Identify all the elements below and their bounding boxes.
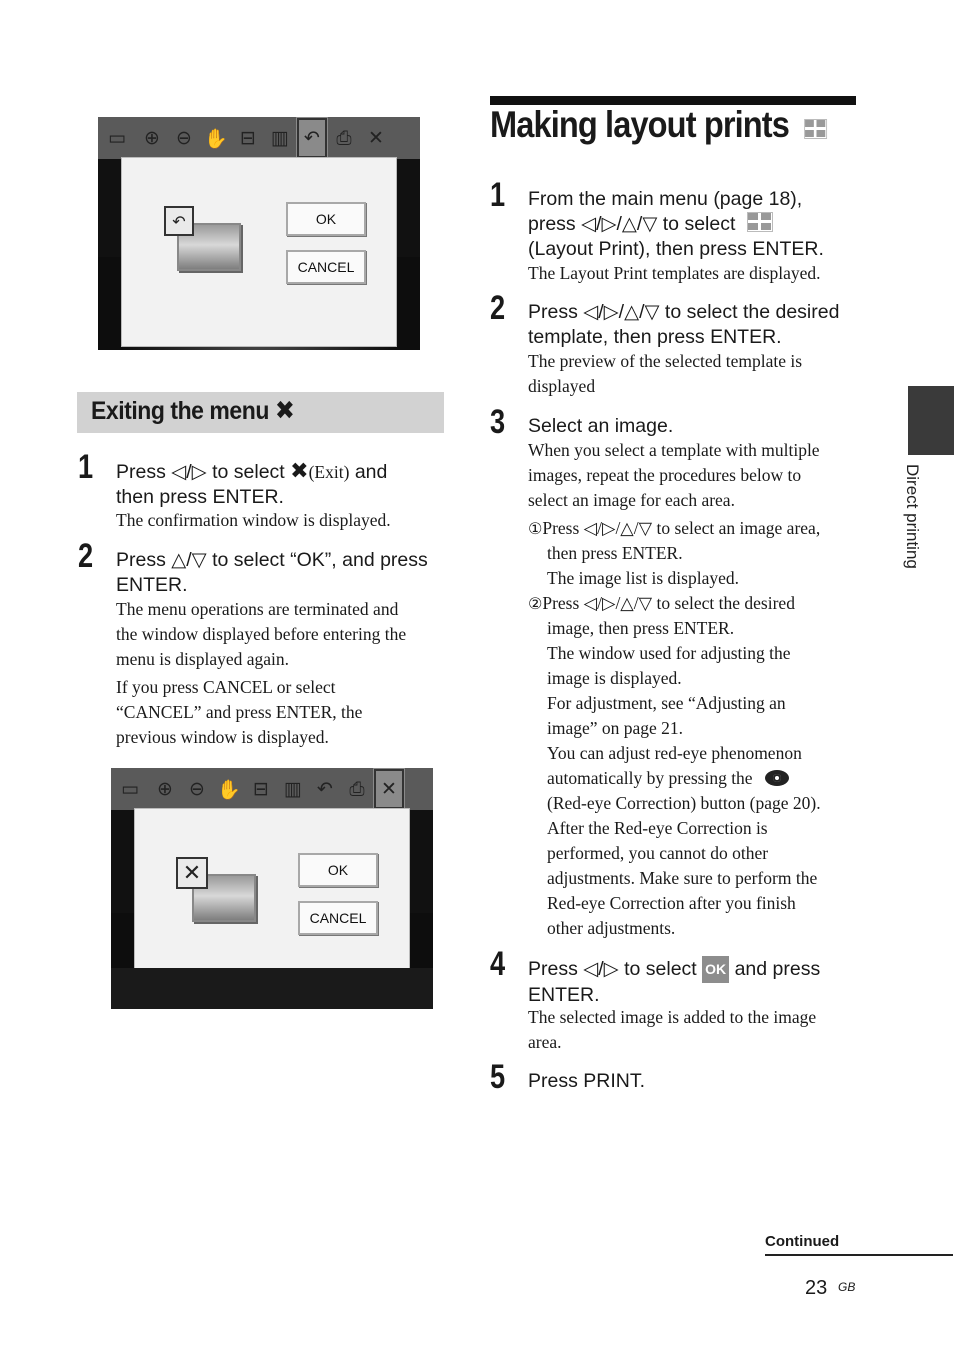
step-body: The preview of the selected template is displayed [528,351,803,396]
step-body: The confirmation window is displayed. [116,510,391,530]
step-heading: From the main menu (page 18), press ◁/▷/△/▽ to select (Layout Print), then press ENTER. [528,188,824,260]
exit-icon: ✖ [290,459,309,484]
step-heading: Select an image. [528,415,674,437]
zoom-in-icon: ⊕ [144,127,160,149]
page-suffix: GB [838,1280,856,1294]
step-body: When you select a template with multiple images, repeat the procedures below to select an image for each area. [528,440,820,510]
step-number: 3 [490,403,506,441]
toolbar [98,117,420,159]
rotate-icon: ⊟ [240,127,256,149]
zoom-out-icon: ⊖ [189,778,205,800]
exit-icon: ✖ [274,396,295,426]
step-heading: Press PRINT. [528,1070,646,1092]
side-tab-marker [908,386,954,455]
red-eye-icon [765,770,789,786]
ok-button[interactable]: OK [286,202,366,236]
step-heading: Press ◁/▷/△/▽ to select the desired template, then press ENTER. [528,301,840,348]
return-icon: ↶ [164,206,194,236]
card-icon: ▭ [108,127,126,149]
close-icon: ✕ [368,127,384,149]
layout-print-icon [747,212,773,232]
cancel-button[interactable]: CANCEL [286,250,366,284]
frame-icon: ▥ [271,127,289,149]
step-heading: Press ◁/▷ to select ✖(Exit) and then press ENTER. [116,459,388,508]
step-body: The menu operations are terminated and the window displayed before entering the menu is displayed again. If you press CANCEL or select “CANCEL” and press ENTER, the previous window is displayed. [116,599,407,747]
step-number: 1 [490,176,506,214]
page-number: 23 [805,1277,828,1299]
rotate-icon: ⊟ [253,778,269,800]
zoom-out-icon: ⊖ [176,127,192,149]
sub-step-marker: ① [528,519,543,538]
step-body: The Layout Print templates are displayed. [528,263,821,283]
step-number: 2 [78,537,94,575]
exit-icon: ✕ [176,857,208,889]
sub-step-marker: ② [528,594,543,613]
return-icon: ↶ [317,778,333,800]
close-icon: ✕ [373,768,405,810]
page-title: Making layout prints [490,104,827,146]
sub-step-2: ②Press ◁/▷/△/▽ to select the desired image, then press ENTER. The window used for adjusting the image is displayed. For adjustment, see “Adjusting an image” on page 21. You can adjust red-eye phenomenon automatically by pressing the (Red-eye Correction) button (page 20). After the Red-eye Correction is performed, you cannot do other adjustments. Make sure to perform the Red-eye Correction after you finish other adjustments. [528,593,821,938]
step-number: 4 [490,945,506,983]
layout-print-icon [804,119,827,139]
ok-icon: OK [702,956,729,983]
confirm-dialog [134,808,410,970]
ok-button[interactable]: OK [298,853,378,887]
step-heading: Press ◁/▷ to select OK and press ENTER. [528,958,821,1006]
step-number: 2 [490,289,506,327]
zoom-in-icon: ⊕ [157,778,173,800]
section-title-exit: Exiting the menu ✖ [91,396,295,426]
cancel-button[interactable]: CANCEL [298,901,378,935]
return-icon: ↶ [296,117,328,159]
hand-icon: ✋ [204,127,228,150]
card-icon: ▭ [121,778,139,800]
sub-step-1: ①Press ◁/▷/△/▽ to select an image area, then press ENTER. The image list is displayed. [528,518,821,588]
hand-icon: ✋ [217,778,241,801]
print-icon: ⎙ [349,778,365,800]
frame-icon: ▥ [284,778,302,800]
screenshot-return-dialog [98,117,420,350]
print-icon: ⎙ [336,127,352,149]
toolbar [111,768,433,810]
side-tab-label: Direct printing [903,464,922,569]
step-number: 5 [490,1058,506,1096]
step-number: 1 [78,448,94,486]
step-heading: Press △/▽ to select “OK”, and press ENTER. [116,549,428,596]
continued-label: Continued [765,1233,840,1250]
confirm-dialog [121,157,397,347]
continued-rule [765,1254,953,1256]
step-body: The selected image is added to the image area. [528,1007,817,1052]
screenshot-exit-dialog [111,768,433,1009]
